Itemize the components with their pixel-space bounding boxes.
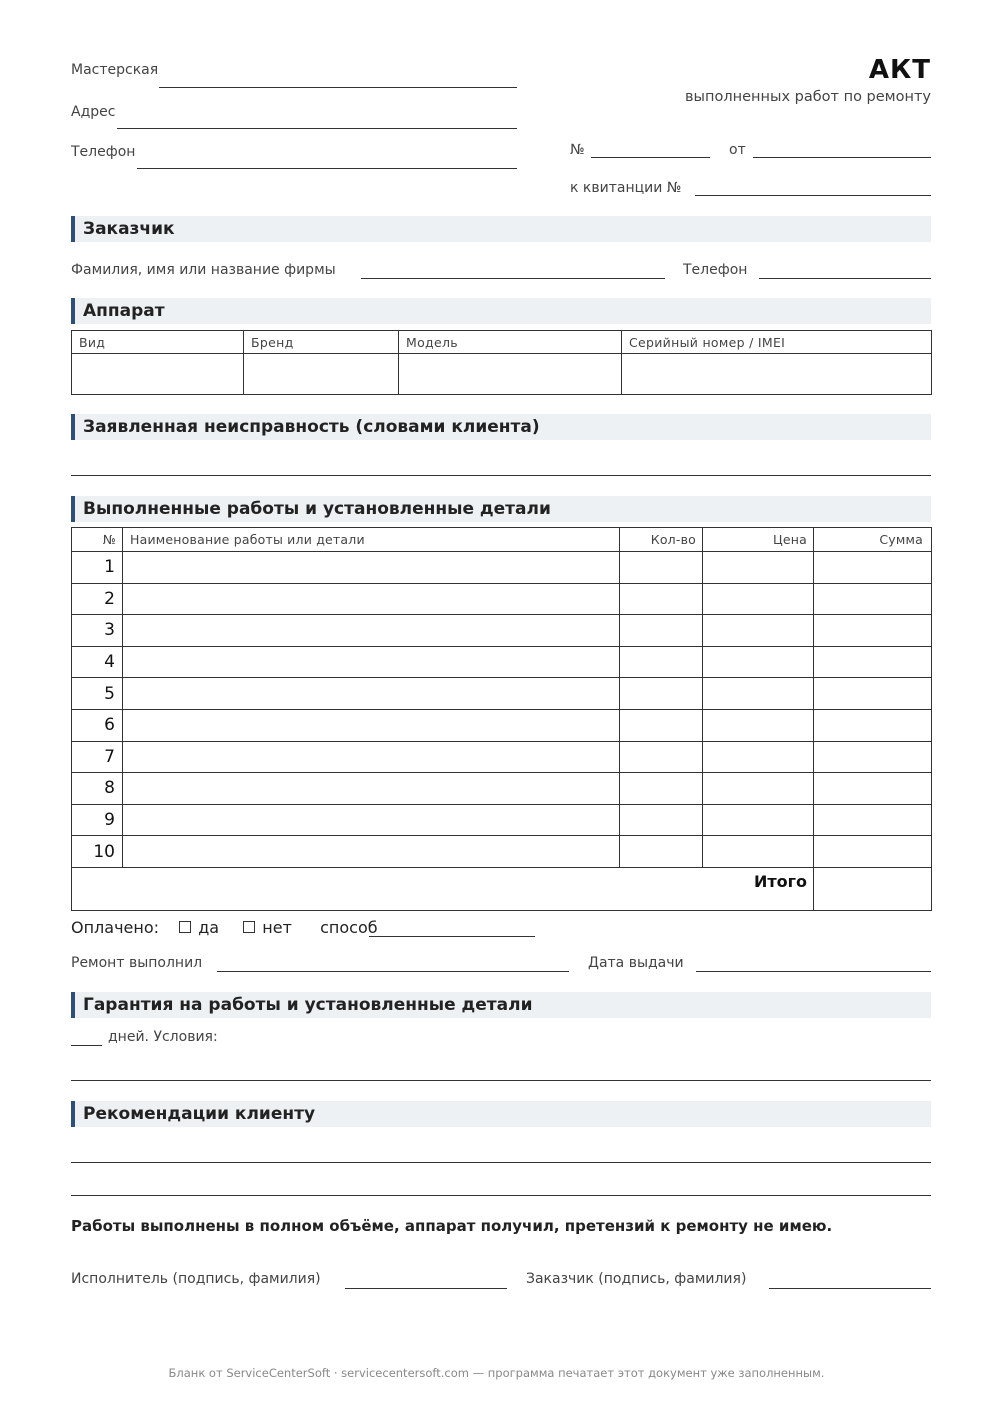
workshop-label: Мастерская xyxy=(71,62,159,78)
works-row-number: 4 xyxy=(72,646,123,678)
works-row-price-cell[interactable] xyxy=(703,583,814,615)
works-row-price-cell[interactable] xyxy=(703,646,814,678)
workshop-phone-label: Телефон xyxy=(71,144,136,160)
workshop-phone-field[interactable] xyxy=(137,168,517,169)
works-row-qty-cell[interactable] xyxy=(620,741,703,773)
works-row-price-cell[interactable] xyxy=(703,773,814,805)
works-row-number: 5 xyxy=(72,678,123,710)
works-table-row xyxy=(72,646,932,678)
works-col-sum: Сумма xyxy=(814,528,932,552)
device-table xyxy=(71,330,932,395)
works-total-label: Итого xyxy=(72,867,814,910)
works-row-name-cell[interactable] xyxy=(123,709,620,741)
works-row-price-cell[interactable] xyxy=(703,552,814,584)
works-table-row xyxy=(72,804,932,836)
works-row-sum-cell[interactable] xyxy=(814,741,932,773)
works-row-sum-cell[interactable] xyxy=(814,552,932,584)
works-row-name-cell[interactable] xyxy=(123,804,620,836)
works-table xyxy=(71,527,932,911)
recommendations-section-header xyxy=(71,1101,931,1127)
repaired-by-label: Ремонт выполнил xyxy=(71,955,203,971)
works-table-row xyxy=(72,552,932,584)
works-table-row xyxy=(72,678,932,710)
recommendations-section-title: Рекомендации клиенту xyxy=(83,1104,316,1124)
act-number-field[interactable] xyxy=(591,157,710,158)
works-row-price-cell[interactable] xyxy=(703,836,814,868)
works-row-name-cell[interactable] xyxy=(123,836,620,868)
works-row-price-cell[interactable] xyxy=(703,804,814,836)
works-row-qty-cell[interactable] xyxy=(620,804,703,836)
fault-section-title: Заявленная неисправность (словами клиента) xyxy=(83,417,540,437)
works-row-name-cell[interactable] xyxy=(123,773,620,805)
works-section-title: Выполненные работы и установленные детали xyxy=(83,499,551,519)
executor-signature-label: Исполнитель (подпись, фамилия) xyxy=(71,1271,321,1287)
works-row-qty-cell[interactable] xyxy=(620,646,703,678)
works-row-name-cell[interactable] xyxy=(123,615,620,647)
paid-no-checkbox[interactable] xyxy=(243,921,255,933)
works-row-qty-cell[interactable] xyxy=(620,552,703,584)
device-col-brand: Бренд xyxy=(244,331,399,354)
works-row-name-cell[interactable] xyxy=(123,552,620,584)
customer-section-title: Заказчик xyxy=(83,219,175,239)
works-row-qty-cell[interactable] xyxy=(620,709,703,741)
device-col-serial: Серийный номер / IMEI xyxy=(622,331,932,354)
footer-note: Бланк от ServiceCenterSoft · servicecentersoft.com — программа печатает этот документ уже заполненным. xyxy=(168,1366,825,1380)
works-table-row xyxy=(72,709,932,741)
customer-name-field[interactable] xyxy=(361,278,665,279)
device-type-cell[interactable] xyxy=(72,354,244,395)
document-subtitle: выполненных работ по ремонту xyxy=(685,89,931,105)
repaired-by-field[interactable] xyxy=(217,971,569,972)
warranty-days-field[interactable] xyxy=(71,1045,102,1046)
works-row-number: 6 xyxy=(72,709,123,741)
works-row-price-cell[interactable] xyxy=(703,678,814,710)
fault-section-header xyxy=(71,414,931,440)
recommendations-line-1[interactable] xyxy=(71,1162,931,1163)
issue-date-field[interactable] xyxy=(696,971,931,972)
act-number-label: № xyxy=(570,142,585,158)
receipt-label: к квитанции № xyxy=(570,180,682,196)
workshop-field[interactable] xyxy=(159,87,517,88)
paid-no-label: нет xyxy=(262,918,292,937)
works-row-qty-cell[interactable] xyxy=(620,773,703,805)
customer-section-header xyxy=(71,216,931,242)
document-title: АКТ xyxy=(868,55,931,85)
works-section-header xyxy=(71,496,931,522)
customer-signature-label: Заказчик (подпись, фамилия) xyxy=(526,1271,747,1287)
works-row-sum-cell[interactable] xyxy=(814,836,932,868)
act-date-label: от xyxy=(729,142,746,158)
address-label: Адрес xyxy=(71,104,116,120)
works-row-qty-cell[interactable] xyxy=(620,583,703,615)
works-row-name-cell[interactable] xyxy=(123,583,620,615)
executor-signature-field[interactable] xyxy=(345,1288,507,1289)
customer-signature-field[interactable] xyxy=(769,1288,931,1289)
paid-yes-label: да xyxy=(198,918,220,937)
device-model-cell[interactable] xyxy=(399,354,622,395)
device-col-type: Вид xyxy=(72,331,244,354)
paid-label: Оплачено: xyxy=(71,918,160,937)
works-row-name-cell[interactable] xyxy=(123,646,620,678)
works-row-sum-cell[interactable] xyxy=(814,646,932,678)
works-row-name-cell[interactable] xyxy=(123,741,620,773)
warranty-days-text: дней. Условия: xyxy=(108,1029,218,1045)
works-row-price-cell[interactable] xyxy=(703,741,814,773)
customer-phone-field[interactable] xyxy=(759,278,931,279)
payment-method-label: способ xyxy=(320,918,378,937)
works-row-sum-cell[interactable] xyxy=(814,615,932,647)
warranty-conditions-field[interactable] xyxy=(71,1080,931,1081)
works-row-qty-cell[interactable] xyxy=(620,678,703,710)
works-row-sum-cell[interactable] xyxy=(814,678,932,710)
issue-date-label: Дата выдачи xyxy=(588,955,684,971)
works-row-number: 10 xyxy=(72,836,123,868)
works-table-row xyxy=(72,741,932,773)
works-row-number: 8 xyxy=(72,773,123,805)
works-row-sum-cell[interactable] xyxy=(814,709,932,741)
works-col-price: Цена xyxy=(703,528,814,552)
device-section-header xyxy=(71,298,931,324)
address-field[interactable] xyxy=(117,128,517,129)
works-row-price-cell[interactable] xyxy=(703,615,814,647)
payment-method-field[interactable] xyxy=(369,936,535,937)
device-col-model: Модель xyxy=(399,331,622,354)
device-brand-cell[interactable] xyxy=(244,354,399,395)
warranty-section-header xyxy=(71,992,931,1018)
works-col-qty: Кол-во xyxy=(620,528,703,552)
works-row-number: 1 xyxy=(72,552,123,584)
device-section-title: Аппарат xyxy=(83,301,165,321)
works-row-number: 2 xyxy=(72,583,123,615)
works-row-qty-cell[interactable] xyxy=(620,615,703,647)
act-date-field[interactable] xyxy=(753,157,931,158)
works-row-price-cell[interactable] xyxy=(703,709,814,741)
works-table-row xyxy=(72,836,932,868)
works-col-num: № xyxy=(72,528,123,552)
device-serial-cell[interactable] xyxy=(622,354,932,395)
works-row-name-cell[interactable] xyxy=(123,678,620,710)
works-row-number: 9 xyxy=(72,804,123,836)
receipt-number-field[interactable] xyxy=(695,195,931,196)
works-row-sum-cell[interactable] xyxy=(814,804,932,836)
customer-phone-label: Телефон xyxy=(683,262,748,278)
warranty-section-title: Гарантия на работы и установленные детали xyxy=(83,995,533,1015)
recommendations-line-2[interactable] xyxy=(71,1195,931,1196)
customer-name-label: Фамилия, имя или название фирмы xyxy=(71,262,336,278)
works-col-name: Наименование работы или детали xyxy=(123,528,620,552)
payment-row xyxy=(71,918,378,937)
acceptance-statement: Работы выполнены в полном объёме, аппарат получил, претензий к ремонту не имею. xyxy=(71,1217,833,1235)
paid-yes-checkbox[interactable] xyxy=(179,921,191,933)
fault-description-field[interactable] xyxy=(71,475,931,476)
works-table-row xyxy=(72,615,932,647)
works-table-row xyxy=(72,773,932,805)
works-row-number: 3 xyxy=(72,615,123,647)
works-row-number: 7 xyxy=(72,741,123,773)
works-table-row xyxy=(72,583,932,615)
works-total-sum-cell[interactable] xyxy=(814,867,932,910)
works-row-sum-cell[interactable] xyxy=(814,583,932,615)
works-row-qty-cell[interactable] xyxy=(620,836,703,868)
works-row-sum-cell[interactable] xyxy=(814,773,932,805)
